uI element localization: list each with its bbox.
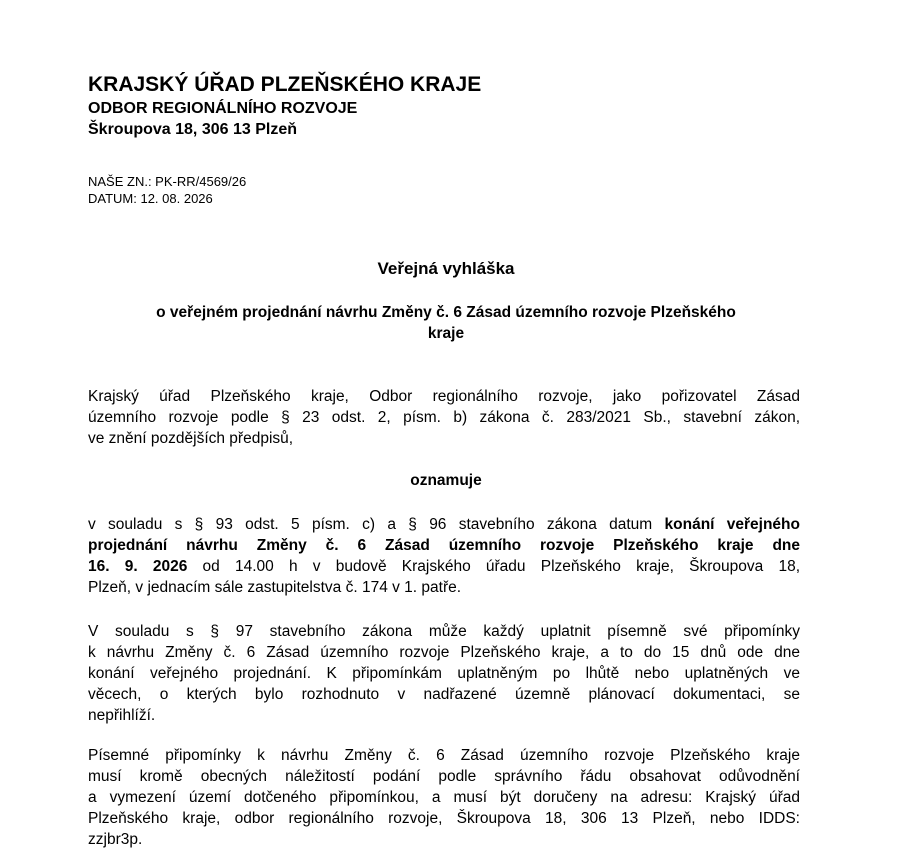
submission-paragraph <box>88 745 800 850</box>
department-name: ODBOR REGIONÁLNÍHO ROZVOJE <box>88 100 358 117</box>
paragraph-line: musí kromě obecných náležitostí podání podle správního řádu obsahovat odůvodnění <box>88 768 800 785</box>
paragraph-line: nepřihlíží. <box>88 707 156 724</box>
comments-paragraph <box>88 621 800 726</box>
intro-paragraph <box>88 386 800 449</box>
subtitle-line: o veřejném projednání návrhu Změny č. 6 Zásad územního rozvoje Plzeňského <box>156 304 736 321</box>
hearing-date: 16. 9. 2026 <box>88 558 188 575</box>
reference-block <box>88 173 246 207</box>
reference-number: NAŠE ZN.: PK-RR/4569/26 <box>88 174 247 189</box>
document-title: Veřejná vyhláška <box>377 259 515 278</box>
paragraph-line: projednání návrhu Změny č. 6 Zásad územního rozvoje Plzeňského kraje dne <box>88 537 800 554</box>
paragraph-text: v souladu s § 93 odst. 5 písm. c) a § 96 stavebního zákona datum <box>88 516 665 533</box>
paragraph-line <box>88 556 800 577</box>
paragraph-line: Plzeňského kraje, odbor regionálního rozvoje, Škroupova 18, 306 13 Plzeň, nebo IDDS: <box>88 810 800 827</box>
letterhead <box>88 72 481 140</box>
paragraph-line: Plzeň, v jednacím sále zastupitelstva č. 174 v 1. patře. <box>88 579 462 596</box>
paragraph-line: k návrhu Změny č. 6 Zásad územního rozvoje Plzeňského kraje, a to do 15 dnů ode dne <box>88 644 800 661</box>
organization-address: Škroupova 18, 306 13 Plzeň <box>88 121 297 138</box>
subtitle-line: kraje <box>427 325 465 342</box>
paragraph-line <box>88 514 800 535</box>
paragraph-line: V souladu s § 97 stavebního zákona může každý uplatnit písemně své připomínky <box>88 623 800 640</box>
paragraph-line: Písemné připomínky k návrhu Změny č. 6 Zásad územního rozvoje Plzeňského kraje <box>88 747 800 764</box>
paragraph-line: konání veřejného projednání. K připomínkám uplatněným po lhůtě nebo uplatněných ve <box>88 665 800 682</box>
paragraph-line: a vymezení území dotčeného připomínkou, a musí být doručeny na adresu: Krajský úřad <box>88 789 800 806</box>
paragraph-line: věcech, o kterých bylo rozhodnuto v nadřazené územně plánovací dokumentaci, se <box>88 686 800 703</box>
document-subtitle <box>88 302 804 344</box>
paragraph-text-bold: konání veřejného <box>664 516 800 533</box>
paragraph-line: územního rozvoje podle § 23 odst. 2, písm. b) zákona č. 283/2021 Sb., stavební zákon, <box>88 409 800 426</box>
hearing-date-paragraph <box>88 514 800 598</box>
paragraph-line: Krajský úřad Plzeňského kraje, Odbor regionálního rozvoje, jako pořizovatel Zásad <box>88 388 800 405</box>
announce-heading: oznamuje <box>410 472 482 489</box>
paragraph-line: zzjbr3p. <box>88 831 143 848</box>
paragraph-text: od 14.00 h v budově Krajského úřadu Plzeňského kraje, Škroupova 18, <box>187 558 801 575</box>
organization-name: KRAJSKÝ ÚŘAD PLZEŇSKÉHO KRAJE <box>88 73 482 96</box>
document-date: DATUM: 12. 08. 2026 <box>88 191 213 206</box>
paragraph-line: ve znění pozdějších předpisů, <box>88 430 294 447</box>
